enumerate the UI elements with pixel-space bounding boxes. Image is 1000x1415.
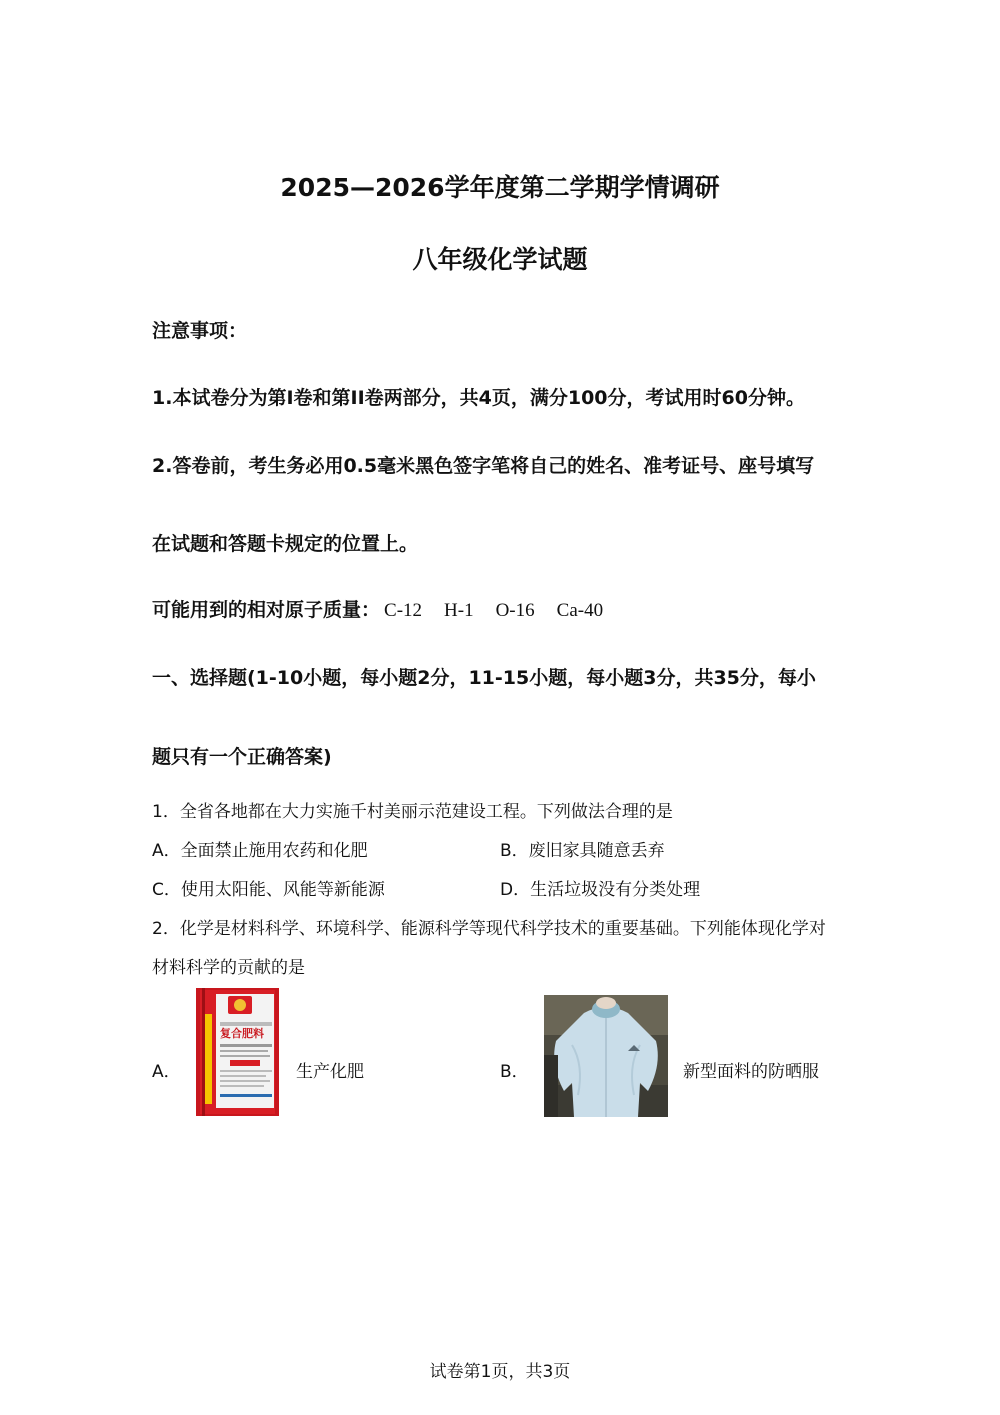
fertilizer-label: 复合肥料 [220, 1027, 264, 1040]
atomic-mass-o: O-16 [495, 600, 535, 621]
q1-stem: 1．全省各地都在大力实施千村美丽示范建设工程。下列做法合理的是 [152, 802, 673, 822]
atomic-mass-ca: Ca-40 [556, 600, 604, 621]
option-text: 全面禁止施用农药和化肥 [180, 841, 368, 861]
section-heading-line2: 题只有一个正确答案) [152, 746, 332, 768]
atomic-masses [152, 595, 625, 622]
notice-item-1: 1.本试卷分为第Ⅰ卷和第II卷两部分，共4页，满分100分，考试用时60分钟。 [152, 387, 805, 409]
q1-option-a[interactable] [152, 836, 368, 861]
exam-subtitle: 八年级化学试题 [412, 245, 588, 274]
sun-protection-jacket-image [544, 995, 668, 1117]
q2-stem-line2: 材料科学的贡献的是 [152, 958, 305, 978]
q1-option-d[interactable] [500, 875, 700, 900]
option-letter: C． [152, 880, 181, 900]
q2-option-a-letter[interactable]: A． [152, 1062, 181, 1082]
notice-item-2-line1: 2.答卷前，考生务必用0.5毫米黑色签字笔将自己的姓名、准考证号、座号填写 [152, 455, 815, 477]
section-heading-line1: 一、选择题(1-10小题，每小题2分，11-15小题，每小题3分，共35分，每小 [152, 667, 816, 689]
page-footer: 试卷第1页，共3页 [429, 1362, 571, 1382]
exam-title: 2025—2026学年度第二学期学情调研 [280, 173, 720, 202]
option-text: 生活垃圾没有分类处理 [530, 880, 701, 900]
q2-option-b-text: 新型面料的防晒服 [683, 1062, 819, 1082]
option-letter: D． [500, 880, 531, 900]
notice-item-2-line2: 在试题和答题卡规定的位置上。 [152, 533, 419, 555]
option-text: 废旧家具随意丢弃 [528, 841, 665, 861]
atomic-mass-h: H-1 [444, 600, 474, 621]
q1-option-b[interactable] [500, 836, 665, 861]
q1-option-c[interactable] [152, 875, 385, 900]
option-letter: A． [152, 841, 181, 861]
atomic-mass-c: C-12 [384, 600, 423, 621]
notice-heading: 注意事项： [152, 320, 248, 342]
q2-option-b-letter[interactable]: B． [500, 1062, 529, 1082]
option-text: 使用太阳能、风能等新能源 [180, 880, 385, 900]
fertilizer-bag-image [196, 988, 279, 1116]
option-letter: B． [500, 841, 529, 861]
q2-stem-line1: 2．化学是材料科学、环境科学、能源科学等现代科学技术的重要基础。下列能体现化学对 [152, 919, 826, 939]
q2-option-a-text: 生产化肥 [296, 1062, 364, 1082]
atomic-masses-label: 可能用到的相对原子质量： [152, 599, 381, 621]
